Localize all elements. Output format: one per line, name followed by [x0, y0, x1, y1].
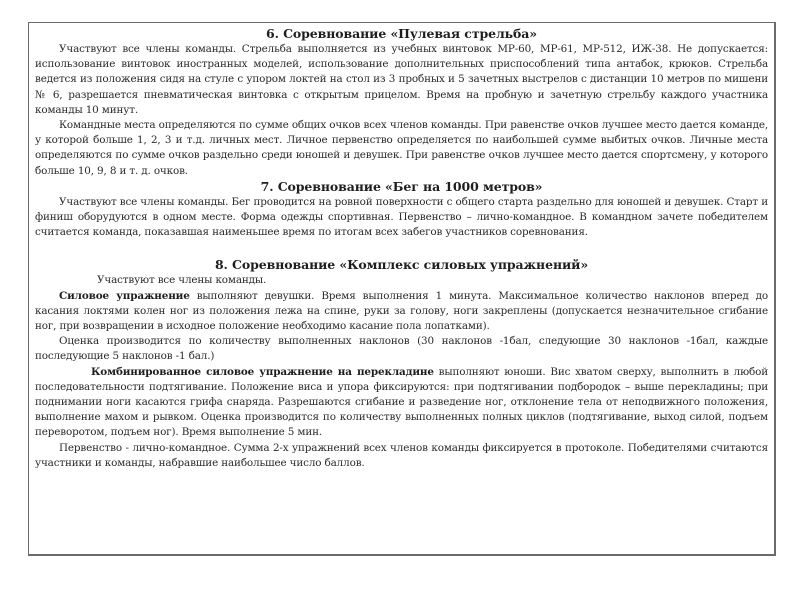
section-6-paragraph-1: Участвуют все члены команды. Стрельба выполняется из учебных винтовок МР-60, МР-61, МР-512, ИЖ-38. Не допускается: использование винтовок иностранных моделей, использование дополнительных приспособлений типа антабок, крюков. Стрельба ведется из положения сидя на стуле с упором локтей на стол из 3 пробных и 5 зачетных выстрелов с дистанции 10 метров по мишени № 6, разрешается пневматическая винтовка с открытым прицелом. Время на пробную и зачетную стрельбу каждого участника команды 10 минут. — [35, 43, 768, 116]
document-page — [28, 22, 776, 556]
strength-exercise-text: выполняют девушки. Время выполнения 1 минута. Максимальное количество наклонов вперед до касания локтями колен ног из положения лежа на спине, руки за голову, ноги закреплены (допускается незначительное сгибание ног, при возвращении в исходное положение необходимо касание пола лопатками). — [35, 289, 768, 333]
section-8-paragraph-scoring: Оценка производится по количеству выполненных наклонов (30 наклонов -1бал, следующие 30 наклонов -1бал, каждые последующие 5 наклонов -1 бал.) — [35, 335, 768, 363]
bar-exercise-text: выполняют юноши. Вис хватом сверху, выполнить в любой последовательности подтягивание. Положение виса и упора фиксируются: при подтягивании подбородок – выше перекладины; при поднимании ноги касаются грифа снаряда. Разрешаются сгибание и разведение ног, отклонение тела от неподвижного положения, выполнение махом и рывком. Оценка производится по количеству выполненных полных циклов (подтягивание, выход силой, подъем переворотом, подъем ног). Время выполнение 5 мин. — [35, 365, 768, 439]
section-6-paragraph-2: Командные места определяются по сумме общих очков всех членов команды. При равенстве очков лучшее место дается команде, у которой больше 1, 2, 3 и т.д. личных мест. Личное первенство определяется по наибольшей сумме выбитых очков. Личные места определяются по сумме очков раздельно среди юношей и девушек. При равенстве очков лучшее место дается спортсмену, у которого больше 10, 9, 8 и т. д. очков. — [35, 119, 768, 177]
section-6-title: 6. Соревнование «Пулевая стрельба» — [265, 26, 537, 41]
strength-exercise-term: Силовое упражнение — [59, 289, 190, 302]
section-8-paragraph-result: Первенство - лично-командное. Сумма 2-х упражнений всех членов команды фиксируется в протоколе. Победителями считаются участники и команды, набравшие наибольшее число баллов. — [35, 441, 768, 469]
spacer — [35, 240, 768, 255]
section-8-title: 8. Соревнование «Комплекс силовых упражнений» — [214, 257, 589, 273]
bar-exercise-term: Комбинированное силовое упражнение на перекладине — [91, 365, 434, 378]
section-8-intro: Участвуют все члены команды. — [97, 274, 267, 287]
section-7-paragraph-1: Участвуют все члены команды. Бег проводится на ровной поверхности с общего старта раздельно для юношей и девушек. Старт и финиш оборудуются в одном месте. Форма одежды спортивная. Первенство – лично-командное. В командном зачете победителем считается команда, показавшая наименьшее время по итогам всех забегов участников соревнования. — [35, 195, 768, 239]
section-8-paragraph-bar — [35, 365, 768, 441]
section-7-title: 7. Соревнование «Бег на 1000 метров» — [260, 178, 543, 194]
section-8-paragraph-strength — [35, 289, 768, 335]
